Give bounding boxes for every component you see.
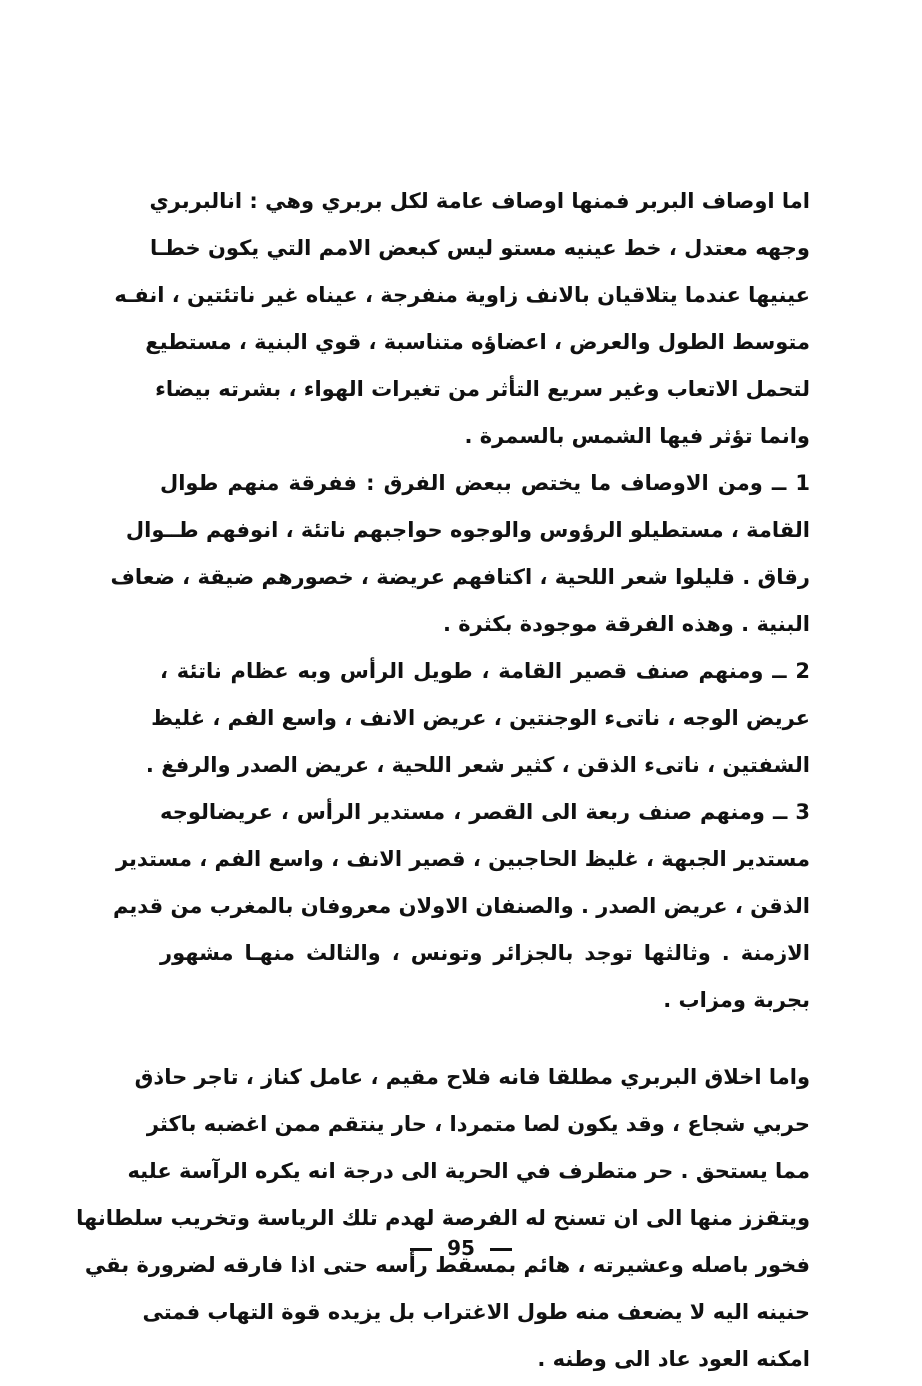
- text-line: عينيها عندما يتلاقيان بالانف زاوية منفرجة ، عيناه غير ناتئتين ، انفـه: [114, 283, 810, 307]
- text-line: وانما تؤثر فيها الشمس بالسمرة .: [464, 424, 810, 448]
- text-line: الازمنة . وثالثها توجد بالجزائر وتونس ، والثالث منهـا مشهور: [160, 941, 810, 965]
- page-number: 95: [447, 1236, 475, 1260]
- text-line: حنينه اليه لا يضعف منه طول الاغتراب بل يزيده قوة التهاب فمتى: [142, 1300, 810, 1324]
- paragraph-character-traits: [76, 1054, 810, 1383]
- text-line: بجربة ومزاب .: [663, 988, 810, 1012]
- paragraph-physical-traits: [114, 178, 810, 460]
- item-2: [145, 648, 810, 789]
- text-line: ويتقزز منها الى ان تسنح له الفرصة لهدم تلك الرياسة وتخريب سلطانها: [76, 1206, 810, 1230]
- text-line: وجهه معتدل ، خط عينيه مستو ليس كبعض الامم التي يكون خطـا: [150, 236, 810, 260]
- text-line: مستدير الجبهة ، غليظ الحاجبين ، قصير الانف ، واسع الفم ، مستدير: [115, 847, 810, 871]
- dash-left: [410, 1248, 432, 1251]
- text-line: مما يستحق . حر متطرف في الحرية الى درجة انه يكره الرآسة عليه: [127, 1159, 810, 1183]
- text-line: اما اوصاف البربر فمنها اوصاف عامة لكل بربري وهي : انالبربري: [149, 189, 810, 213]
- text-line: 1 ــ ومن الاوصاف ما يختص ببعض الفرق : ففرقة منهم طوال: [160, 471, 810, 495]
- text-line: فخور باصله وعشيرته ، هائم بمسقط رأسه حتى اذا فارقه لضرورة بقي: [84, 1253, 810, 1277]
- text-line: رقاق . قليلوا شعر اللحية ، اكتافهم عريضة ، خصورهم ضيقة ، ضعاف: [110, 565, 810, 589]
- text-line: البنية . وهذه الفرقة موجودة بكثرة .: [442, 612, 810, 636]
- text-line: 2 ــ ومنهم صنف قصير القامة ، طويل الرأس وبه عظام ناتئة ،: [160, 659, 810, 683]
- item-1: [110, 460, 810, 648]
- text-line: حربي شجاع ، وقد يكون لصا متمردا ، حار ينتقم ممن اغضبه باكثر: [146, 1112, 810, 1136]
- text-line: عريض الوجه ، ناتىء الوجنتين ، عريض الانف ، واسع الفم ، غليظ: [151, 706, 810, 730]
- text-line: واما اخلاق البربري مطلقا فانه فلاح مقيم ، عامل كناز ، تاجر حاذق: [134, 1065, 810, 1089]
- item-3: [112, 789, 810, 1024]
- text-line: لتحمل الاتعاب وغير سريع التأثر من تغيرات الهواء ، بشرته بيضاء: [155, 377, 810, 401]
- dash-right: [490, 1248, 512, 1251]
- text-line: الذقن ، عريض الصدر . والصنفان الاولان معروفان بالمغرب من قديم: [112, 894, 810, 918]
- text-line: الشفتين ، ناتىء الذقن ، كثير شعر اللحية ، عريض الصدر والرفغ .: [145, 753, 810, 777]
- text-line: 3 ــ ومنهم صنف ربعة الى القصر ، مستدير الرأس ، عريضالوجه: [160, 800, 810, 824]
- page-footer: [0, 1236, 922, 1260]
- text-line: امكنه العود عاد الى وطنه .: [537, 1347, 810, 1371]
- paragraph-gap: [160, 1024, 810, 1054]
- page-body: [76, 178, 810, 1383]
- text-line: القامة ، مستطيلو الرؤوس والوجوه حواجبهم ناتئة ، انوفهم طــوال: [125, 518, 810, 542]
- text-line: متوسط الطول والعرض ، اعضاؤه متناسبة ، قوي البنية ، مستطيع: [145, 330, 810, 354]
